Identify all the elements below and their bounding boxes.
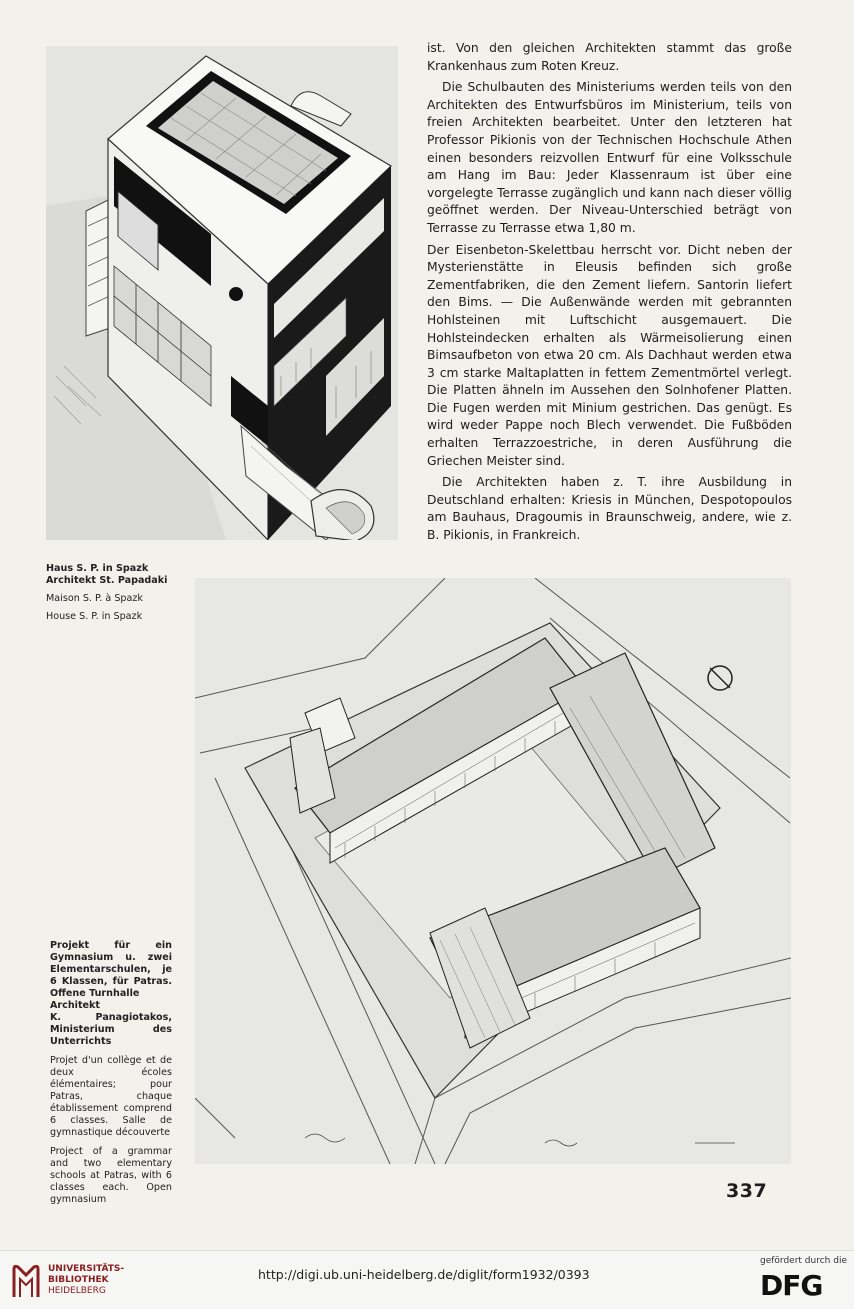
dfg-logo[interactable]: DFG bbox=[760, 1269, 823, 1302]
house-caption-en: House S. P. in Spazk bbox=[46, 611, 143, 622]
article-body bbox=[427, 40, 792, 545]
paragraph-2: Die Schulbauten des Ministeriums werden teils von den Architekten des Entwurfsbüros im Ministerium, teils von freien Architekten bearbeitet. Unter den letzteren hat Professor Pikionis von der Technischen Hochschule Athen einen besonders reizvollen Entwurf für eine Volksschule am Hang im Bau: Jeder Klassenraum ist über eine vorgelegte Terrasse zugänglich und kann nach dieser völlig geöffnet werden. Der Niveau-Unterschied beträgt von Terrasse zu Terrasse etwa 1,80 m. bbox=[427, 80, 792, 235]
paragraph-3: Der Eisenbeton-Skelettbau herrscht vor. Dicht neben der Mysterienstätte in Eleusis befinden sich große Zementfabriken, die den Zement liefern. Santorin liefert den Bims. — Die Außenwände werden mit gebrannten Hohlsteinen mit Luftschicht ausgemauert. Die Hohlsteindecken erhalten als Wärmeisolierung einen Bimsaufbeton von etwa 20 cm. Als Dachhaut werden etwa 3 cm starke Maltaplatten in fettem Zementmörtel verlegt. Die Platten ähneln im Aussehen den Solnhofener Platten. Die Fugen werden mit Minium gestrichen. Das genügt. Es wird weder Pappe noch Blech verwendet. Die Fußböden erhalten Terrazzoestriche, in deren Ausführung die Griechen Meister sind. bbox=[427, 242, 792, 468]
library-name[interactable] bbox=[48, 1264, 124, 1297]
paragraph-1: ist. Von den gleichen Architekten stammt das große Krankenhaus zum Roten Kreuz. bbox=[427, 41, 792, 73]
school-caption-en: Project of a grammar and two elementary schools at Patras, with 6 classes each. Open gymnasium bbox=[50, 1146, 172, 1205]
paragraph-4: Die Architekten haben z. T. ihre Ausbildung in Deutschland erhalten: Kriesis in München, Despotopoulos am Bauhaus, Dragoumis in Braunschweig, andere, wie z. B. Pikionis, in Frankreich. bbox=[427, 475, 792, 543]
house-caption-fr: Maison S. P. à Spazk bbox=[46, 593, 143, 604]
school-caption bbox=[50, 940, 172, 1206]
house-caption-architect-de: Architekt St. Papadaki bbox=[46, 575, 168, 586]
school-caption-architect-label: Architekt bbox=[50, 1000, 101, 1011]
permalink-url[interactable]: http://digi.ub.uni-heidelberg.de/diglit/form1932/0393 bbox=[258, 1267, 590, 1282]
house-drawing bbox=[46, 46, 398, 540]
school-site-plan-figure bbox=[195, 578, 791, 1164]
house-caption-title-de: Haus S. P. in Spazk bbox=[46, 563, 149, 574]
university-library-logo-icon[interactable] bbox=[10, 1261, 42, 1301]
library-line-1: UNIVERSITÄTS- bbox=[48, 1264, 125, 1274]
house-caption bbox=[46, 563, 186, 623]
page-number: 337 bbox=[726, 1180, 768, 1202]
digitization-footer bbox=[0, 1250, 854, 1309]
library-line-3: HEIDELBERG bbox=[48, 1286, 106, 1296]
funded-by-label: gefördert durch die bbox=[760, 1256, 847, 1266]
house-isometric-figure bbox=[46, 46, 398, 540]
school-caption-title-de: Projekt für ein Gymnasium u. zwei Elementarschulen, je 6 Klassen, für Patras. Offene Turnhalle bbox=[50, 940, 172, 999]
school-drawing bbox=[195, 578, 791, 1164]
school-caption-fr: Projet d'un collège et de deux écoles élémentaires; pour Patras, chaque établissement comprend 6 classes. Salle de gymnastique découverte bbox=[50, 1055, 172, 1138]
school-caption-architect-de: K. Panagiotakos, Ministerium des Unterrichts bbox=[50, 1012, 172, 1047]
library-line-2: BIBLIOTHEK bbox=[48, 1275, 109, 1285]
